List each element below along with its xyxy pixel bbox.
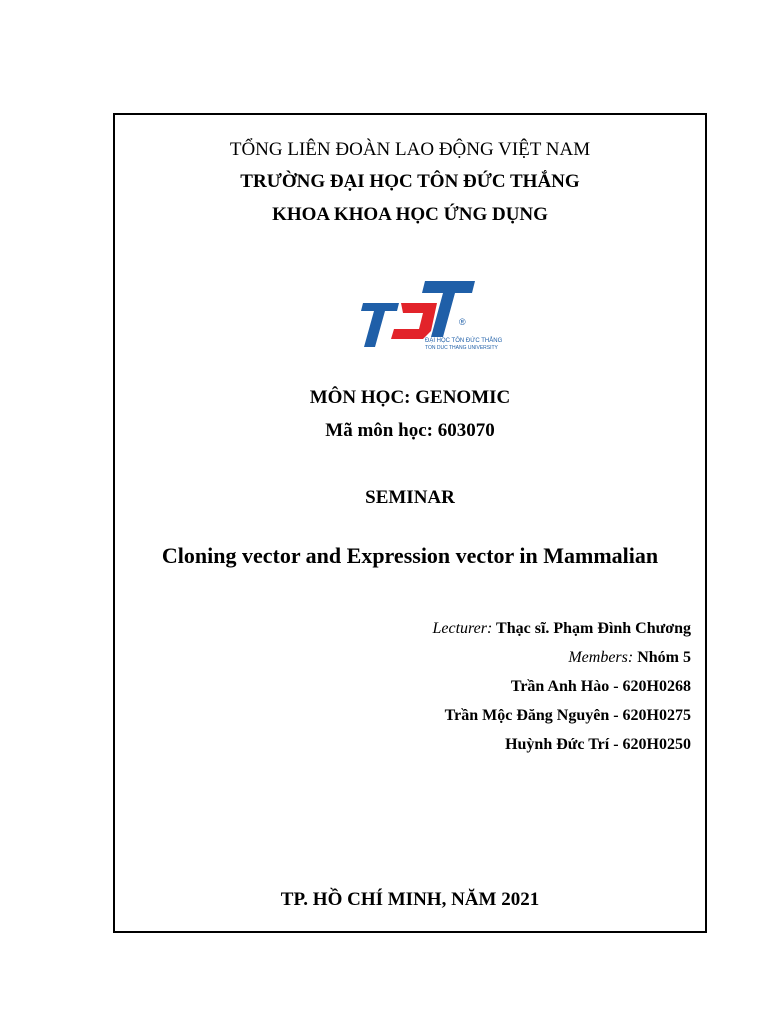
- university-name: TRƯỜNG ĐẠI HỌC TÔN ĐỨC THẮNG: [240, 171, 580, 192]
- logo-mark-d: [391, 303, 437, 339]
- lecturer-line: [432, 620, 691, 638]
- lecturer-name: Thạc sĩ. Phạm Đình Chương: [492, 620, 691, 637]
- document-title: Cloning vector and Expression vector in Mammalian: [161, 543, 659, 568]
- location-year: TP. HỒ CHÍ MINH, NĂM 2021: [280, 889, 540, 910]
- members-label: Members:: [568, 649, 634, 666]
- course-code: Mã môn học: 603070: [325, 420, 495, 441]
- member-item: Trần Mộc Đăng Nguyên - 620H0275: [444, 707, 691, 724]
- logo-registered: ®: [459, 317, 466, 327]
- member-item: Huỳnh Đức Trí - 620H0250: [505, 736, 691, 753]
- logo-caption-line2: TON DUC THANG UNIVERSITY: [425, 345, 498, 351]
- members-line: [568, 649, 691, 667]
- faculty-name: KHOA KHOA HỌC ỨNG DỤNG: [272, 204, 548, 225]
- course-subject: MÔN HỌC: GENOMIC: [309, 387, 511, 408]
- members-group: Nhóm 5: [633, 649, 691, 666]
- logo-caption-line1: ĐẠI HỌC TÔN ĐỨC THẮNG: [425, 338, 503, 344]
- organization-name: TỔNG LIÊN ĐOÀN LAO ĐỘNG VIỆT NAM: [229, 139, 591, 160]
- university-logo: [347, 279, 503, 351]
- logo-mark-t1: [361, 303, 399, 347]
- seminar-label: SEMINAR: [365, 487, 455, 508]
- lecturer-label: Lecturer:: [432, 620, 493, 637]
- cover-page-frame: [113, 113, 707, 933]
- member-item: Trần Anh Hào - 620H0268: [510, 678, 691, 695]
